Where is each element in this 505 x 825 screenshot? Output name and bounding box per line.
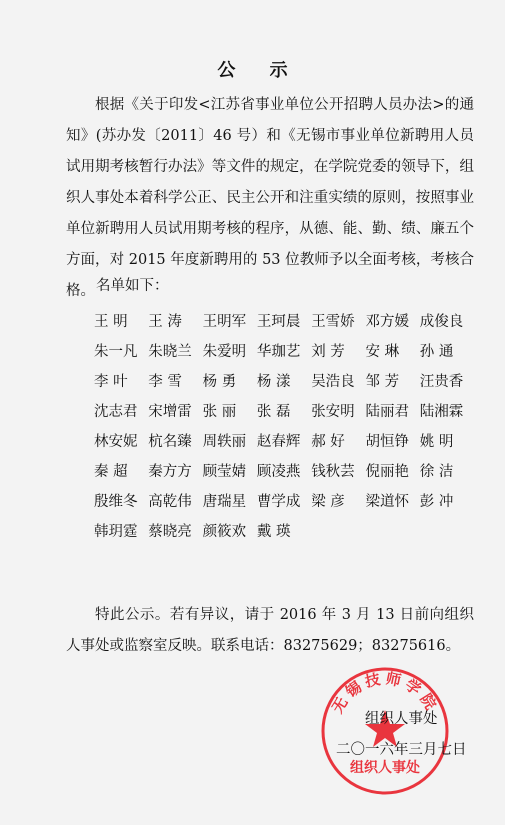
name-item: 胡恒铮	[365, 433, 409, 450]
body-paragraph: 根据《关于印发<江苏省事业单位公开招聘人员办法>的通知》(苏办发〔2011〕46 号）和《无锡市事业单位新聘用人员试用期考核暂行办法》等文件的规定，在学院党委的领导下，组织人事处本着科学公正、民主公开和注重实绩的原则，按照事业单位新聘用人员试用期考核的程序，从德、能、勤、绩、廉五个方面，对 2015 年度新聘用的 53 位教师予以全面考核，考核合格。	[66, 97, 474, 299]
name-item: 梁 彦	[311, 493, 345, 510]
name-item: 蔡晓亮	[148, 523, 192, 540]
name-item: 倪丽艳	[365, 463, 409, 480]
name-item: 林安妮	[94, 433, 138, 450]
name-item: 陆丽君	[365, 403, 409, 420]
name-item: 杨 勇	[202, 373, 237, 390]
svg-text:组织人事处: 组织人事处	[350, 760, 420, 776]
name-item: 秦 超	[94, 463, 128, 480]
signature-date: 二〇一六年三月七日	[336, 742, 467, 758]
name-item: 秦方方	[148, 463, 192, 480]
name-item: 顾凌燕	[256, 463, 301, 480]
name-item: 朱晓兰	[148, 343, 192, 360]
name-item: 李 叶	[94, 373, 128, 390]
name-item: 徐 洁	[419, 463, 454, 480]
list-intro: 名单如下：	[96, 278, 169, 294]
name-item: 颜筱欢	[202, 523, 247, 540]
name-item: 刘 芳	[311, 343, 345, 360]
name-item: 殷维冬	[94, 493, 138, 510]
name-item: 顾莹婧	[202, 463, 247, 480]
name-item: 沈志君	[94, 403, 138, 420]
notice-paragraph: 特此公示。若有异议，请于 2016 年 3 月 13 日前向组织人事处或监察室反映。联系电话：83275629；83275616。	[66, 607, 474, 654]
name-item: 赵春辉	[256, 433, 301, 450]
signature-org: 组织人事处	[365, 711, 438, 727]
name-item: 唐瑞星	[202, 493, 247, 510]
name-item: 梁道怀	[365, 493, 409, 510]
name-item: 王明军	[202, 313, 247, 330]
name-item: 王珂晨	[256, 313, 301, 330]
name-item: 姚 明	[419, 433, 454, 450]
name-item: 陆湘霖	[419, 403, 464, 420]
name-item: 曹学成	[256, 493, 301, 510]
name-item: 朱一凡	[94, 343, 138, 360]
name-item: 韩玥霆	[94, 523, 138, 540]
name-item: 成俊良	[419, 313, 464, 330]
name-item: 吴浩良	[311, 373, 355, 390]
name-item: 孙 通	[419, 343, 454, 360]
name-item: 杨 漾	[256, 373, 291, 390]
name-item: 周轶丽	[202, 433, 247, 450]
document-title: 公 示	[217, 60, 302, 81]
name-item: 安 琳	[365, 343, 400, 360]
name-item: 杭名臻	[148, 433, 192, 450]
name-item: 钱秋芸	[311, 463, 355, 480]
name-item: 李 雪	[148, 373, 182, 390]
name-item: 张 丽	[202, 403, 237, 420]
name-list	[94, 305, 474, 545]
name-item: 邹 芳	[365, 373, 400, 390]
name-item: 郝 好	[311, 433, 345, 450]
name-item: 朱爱明	[202, 343, 247, 360]
name-item: 彭 冲	[419, 493, 454, 510]
name-item: 王雪娇	[311, 313, 355, 330]
svg-text:无锡技师学院: 无锡技师学院	[328, 669, 442, 717]
name-item: 汪贵香	[419, 373, 464, 390]
name-item: 邓方媛	[365, 313, 409, 330]
name-item: 华珈艺	[256, 343, 301, 360]
name-item: 高乾伟	[148, 493, 192, 510]
name-item: 张安明	[311, 403, 355, 420]
name-item: 王 涛	[148, 313, 182, 330]
name-item: 宋增雷	[148, 403, 192, 420]
official-seal	[318, 664, 452, 798]
name-item: 张 磊	[256, 403, 291, 420]
name-item: 戴 瑛	[256, 523, 291, 540]
name-item: 王 明	[94, 313, 128, 330]
